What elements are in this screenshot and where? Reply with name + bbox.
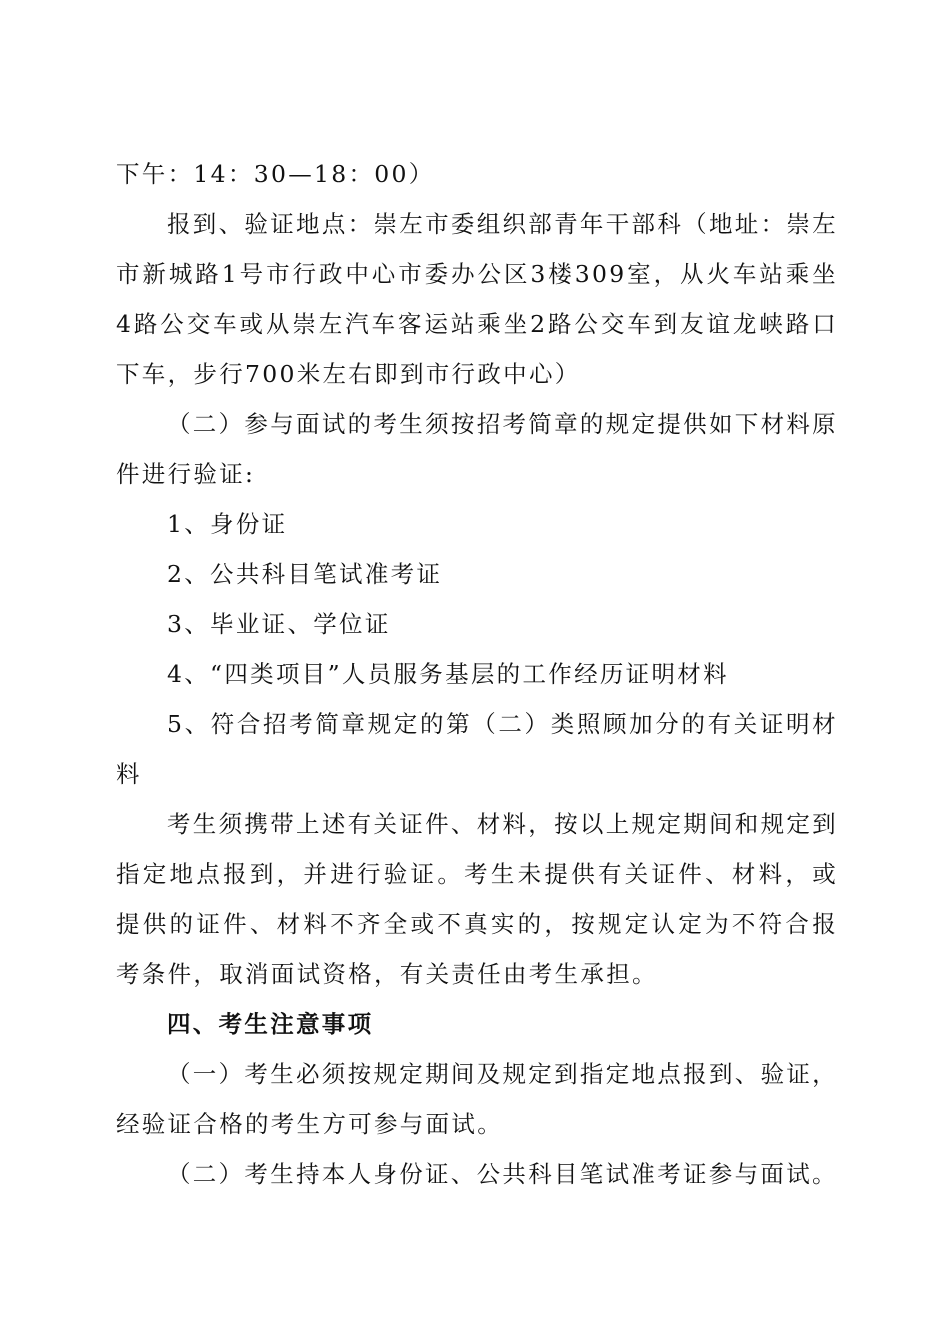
check-in-location: 报到、验证地点：崇左市委组织部青年干部科（地址：崇左市新城路1号市行政中心市委办公区3楼309室，从火车站乘坐4路公交车或从崇左汽车客运站乘坐2路公交车到友谊龙峡路口下车，步行700米左右即到市行政中心）: [116, 210, 838, 388]
material-item-4: 4、“四类项目”人员服务基层的工作经历证明材料: [167, 660, 729, 688]
time-continuation: 下午：14：30—18：00）: [116, 160, 435, 188]
material-item-5: 5、符合招考简章规定的第（二）类照顾加分的有关证明材料: [116, 710, 838, 788]
note-item-1: （一）考生必须按规定期间及规定到指定地点报到、验证，经验证合格的考生方可参与面试。: [116, 1060, 838, 1138]
note-item-2: （二）考生持本人身份证、公共科目笔试准考证参与面试。: [167, 1160, 838, 1188]
section-heading-notes: 四、考生注意事项: [167, 1010, 374, 1038]
material-item-3: 3、毕业证、学位证: [167, 610, 391, 638]
material-item-1: 1、身份证: [167, 510, 288, 538]
document-body: [116, 149, 838, 1199]
materials-intro: （二）参与面试的考生须按招考简章的规定提供如下材料原件进行验证:: [116, 410, 838, 488]
verification-notice: 考生须携带上述有关证件、材料，按以上规定期间和规定到指定地点报到，并进行验证。考生未提供有关证件、材料，或提供的证件、材料不齐全或不真实的，按规定认定为不符合报考条件，取消面试资格，有关责任由考生承担。: [116, 810, 838, 988]
material-item-2: 2、公共科目笔试准考证: [167, 560, 443, 588]
